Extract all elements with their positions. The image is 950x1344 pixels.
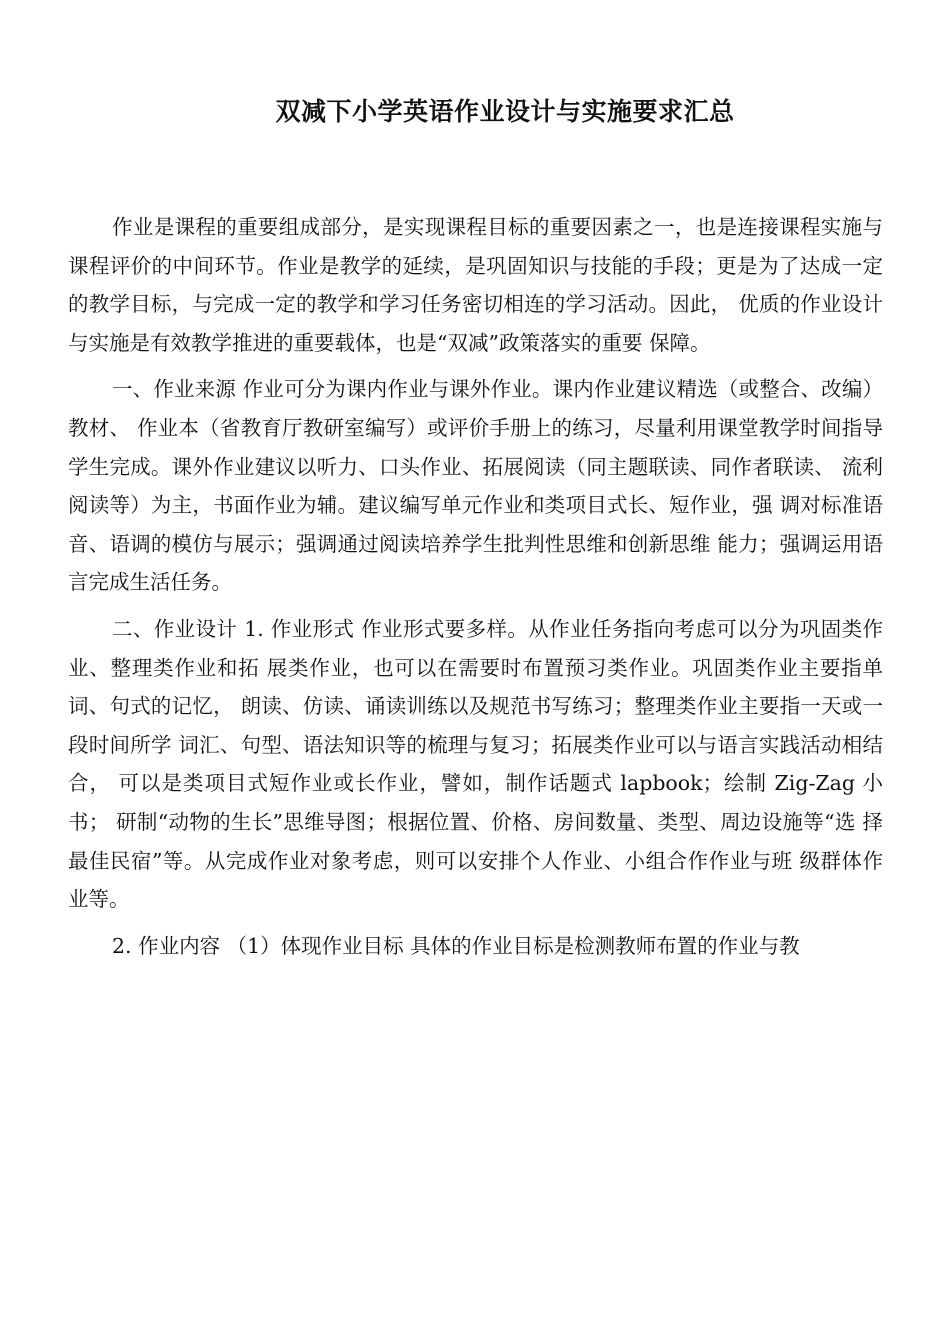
paragraph-intro: 作业是课程的重要组成部分，是实现课程目标的重要因素之一，也是连接课程实施与课程评价的中间环节。作业是教学的延续，是巩固知识与技能的手段；更是为了达成一定的教学目标，与完成一定的教学和学习任务密切相连的学习活动。因此， 优质的作业设计与实施是有效教学推进的重要载体，也是“双减”政策落实的重要 保障。 <box>68 215 883 355</box>
paragraph-homework-content: 2. 作业内容 （1）体现作业目标 具体的作业目标是检测教师布置的作业与教 <box>112 933 800 958</box>
paragraph-homework-source: 一、作业来源 作业可分为课内作业与课外作业。课内作业建议精选（或整合、改编）教材、 作业本（省教育厅教研室编写）或评价手册上的练习，尽量利用课堂教学时间指导 学生完成。课外作业建议以听力、口头作业、拓展阅读（同主题联读、同作者联读、 流利阅读等）为主，书面作业为辅。建议编写单元作业和类项目式长、短作业，强 调对标准语音、语调的模仿与展示；强调通过阅读培养学生批判性思维和创新思维 能力；强调运用语言完成生活任务。 <box>68 377 883 595</box>
document-body <box>68 208 883 973</box>
paragraph-homework-design: 二、作业设计 1. 作业形式 作业形式要多样。从作业任务指向考虑可以分为巩固类作业、整理类作业和拓 展类作业，也可以在需要时布置预习类作业。巩固类作业主要指单词、句式的记忆， 朗读、仿读、诵读训练以及规范书写练习；整理类作业主要指一天或一段时间所学 词汇、句型、语法知识等的梳理与复习；拓展类作业可以与语言实践活动相结合， 可以是类项目式短作业或长作业，譬如，制作话题式 lapbook；绘制 Zig-Zag 小书； 研制“动物的生长”思维导图；根据位置、价格、房间数量、类型、周边设施等“选 择最佳民宿”等。从完成作业对象考虑，则可以安排个人作业、小组合作作业与班 级群体作业等。 <box>68 616 883 912</box>
document-title: 双减下小学英语作业设计与实施要求汇总 <box>275 97 735 126</box>
